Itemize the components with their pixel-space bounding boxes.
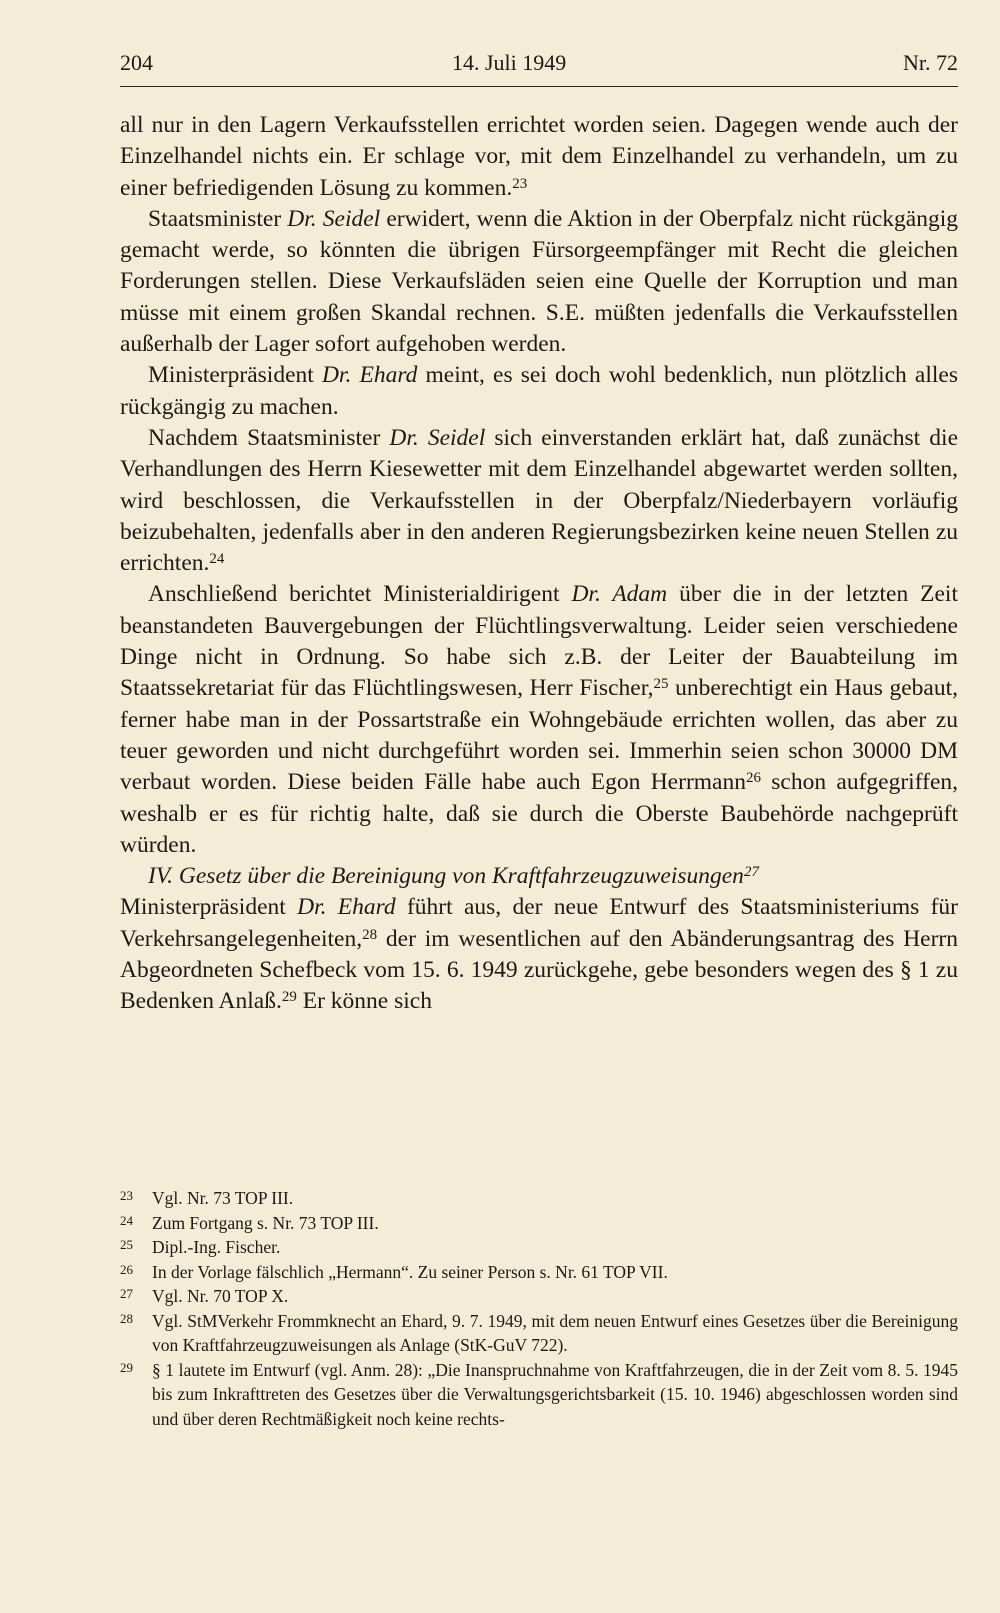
footnote-reference: 29 [281,989,297,1006]
footnote [120,1186,958,1211]
footnote-text: Dipl.-Ing. Fischer. [152,1237,281,1257]
paragraph-text: sich einverstanden erklärt hat, daß zunächst die Verhandlungen des Herrn Kiesewetter mit dem Einzelhandel abgewartet werden sollten, wird beschlossen, die Verkaufsstellen in der Oberpfalz/Niederbayern vorläufig beizubehalten, jedenfalls aber in den anderen Regierungsbezirken keine neuen Stellen zu errichten. [120,424,958,577]
paragraph-text: Staatsminister [148,205,288,232]
footnote-text: Zum Fortgang s. Nr. 73 TOP III. [152,1212,379,1233]
main-text [120,110,958,1018]
person-name: Dr. Ehard [321,362,418,389]
footnote [120,1284,958,1309]
footnote-number: 27 [120,1286,133,1301]
paragraph [120,204,958,360]
paragraph [120,579,958,861]
paragraph [120,110,958,204]
paragraph-text: der im wesentlichen auf den Abänderungsantrag des Herrn Abgeordneten Schefbeck vom 15. 6. 1949 zurückgehe, gebe besonders wegen des § 1 zu Bedenken Anlaß. [120,925,958,1015]
section-heading [120,861,958,892]
paragraph-text: meint, es sei doch wohl bedenklich, nun plötzlich alles rückgängig zu machen. [120,362,958,420]
paragraph-text: unberechtigt ein Haus gebaut, ferner habe man in der Possartstraße ein Wohngebäude errichten wollen, das aber zu teuer geworden und nicht durchgeführt worden sei. Immerhin seien schon 30000 DM verbaut worden. Diese beiden Fälle habe auch Egon Herrmann [120,675,958,796]
person-name: Dr. Seidel [389,424,486,451]
footnote-text: Vgl. Nr. 70 TOP X. [152,1286,289,1306]
footnote [120,1260,958,1285]
paragraph-text: Anschließend berichtet Ministerialdirigent [148,581,572,608]
footnote-number: 23 [120,1188,133,1203]
page-number: 204 [120,50,153,75]
footnote [120,1358,958,1432]
person-name: Dr. Ehard [297,894,396,921]
footnote-text: Vgl. Nr. 73 TOP III. [152,1188,294,1208]
footnote-text: Vgl. StMVerkehr Frommknecht an Ehard, 9. 7. 1949, mit dem neuen Entwurf eines Gesetzes über die Bereinigung von Kraftfahrzeugzuweisungen als Anlage (StK-GuV 722). [152,1310,958,1355]
running-header [120,46,958,87]
paragraph-text: führt aus, der neue Entwurf des Staatsministeriums für Verkehrsangelegenheiten, [120,894,958,952]
footnote-number: 24 [120,1212,133,1228]
footnote-reference: 24 [209,551,225,568]
person-name: Dr. Seidel [287,205,381,232]
paragraph-text: Nachdem Staatsminister [148,424,390,451]
footnote-reference: 23 [512,175,528,192]
footnote-number: 28 [120,1310,133,1326]
footnote-reference: 27 [743,864,759,881]
heading-text: IV. Gesetz über die Bereinigung von Kraftfahrzeugzuweisungen [148,863,744,890]
paragraph-text: Ministerpräsident [148,362,322,389]
footnote [120,1211,958,1236]
paragraph [120,360,958,423]
paragraph-text: all nur in den Lagern Verkaufsstellen errichtet worden seien. Dagegen wende auch der Einzelhandel nichts ein. Er schlage vor, mit dem Einzelhandel zu verhandeln, um zu einer befriedigenden Lösung zu kommen. [120,112,958,201]
paragraph-text: erwidert, wenn die Aktion in der Oberpfalz nicht rückgängig gemacht werde, so könnten die übrigen Fürsorgeempfänger mit Recht die gleichen Forderungen stellen. Diese Verkaufsläden seien eine Quelle der Korruption und man müsse mit einem großen Skandal rechnen. S.E. müßten jedenfalls die Verkaufsstellen außerhalb der Lager sofort aufgehoben werden. [120,205,958,358]
header-date: 14. Juli 1949 [452,50,567,75]
footnote [120,1235,958,1260]
footnote-text: § 1 lautete im Entwurf (vgl. Anm. 28): „Die Inanspruchnahme von Kraftfahrzeugen, die in der Zeit vom 8. 5. 1945 bis zum Inkrafttreten des Gesetzes über die Verwaltungsgerichtsbarkeit (15. 10. 1946) abgeschlossen worden sind und über deren Rechtmäßigkeit noch keine rechts- [152,1359,958,1429]
footnote-number: 29 [120,1359,133,1375]
paragraph [120,423,958,579]
footnote-text: In der Vorlage fälschlich „Hermann“. Zu seiner Person s. Nr. 61 TOP VII. [152,1261,668,1282]
footnotes [120,1186,958,1431]
footnote-reference: 25 [653,676,669,693]
footnote-reference: 28 [362,926,378,943]
footnote-reference: 26 [745,770,761,787]
footnote [120,1309,958,1358]
footnote-number: 26 [120,1261,133,1277]
document-number: Nr. 72 [903,50,958,75]
footnote-number: 25 [120,1237,133,1252]
paragraph-text: Ministerpräsident [120,894,298,921]
paragraph-text: schon aufgegriffen, weshalb er es für richtig halte, daß sie durch die Oberste Baubehörde nachgeprüft würden. [120,769,958,858]
person-name: Dr. Adam [571,581,668,608]
paragraph-text: über die in der letzten Zeit beanstandeten Bauvergebungen der Flüchtlingsverwaltung. Leider seien verschiedene Dinge nicht in Ordnung. So habe sich z.B. der Leiter der Bauabteilung im Staatssekretariat für das Flüchtlingswesen, Herr Fischer, [120,581,958,702]
paragraph-text: Er könne sich [296,988,432,1015]
paragraph [120,892,958,1017]
